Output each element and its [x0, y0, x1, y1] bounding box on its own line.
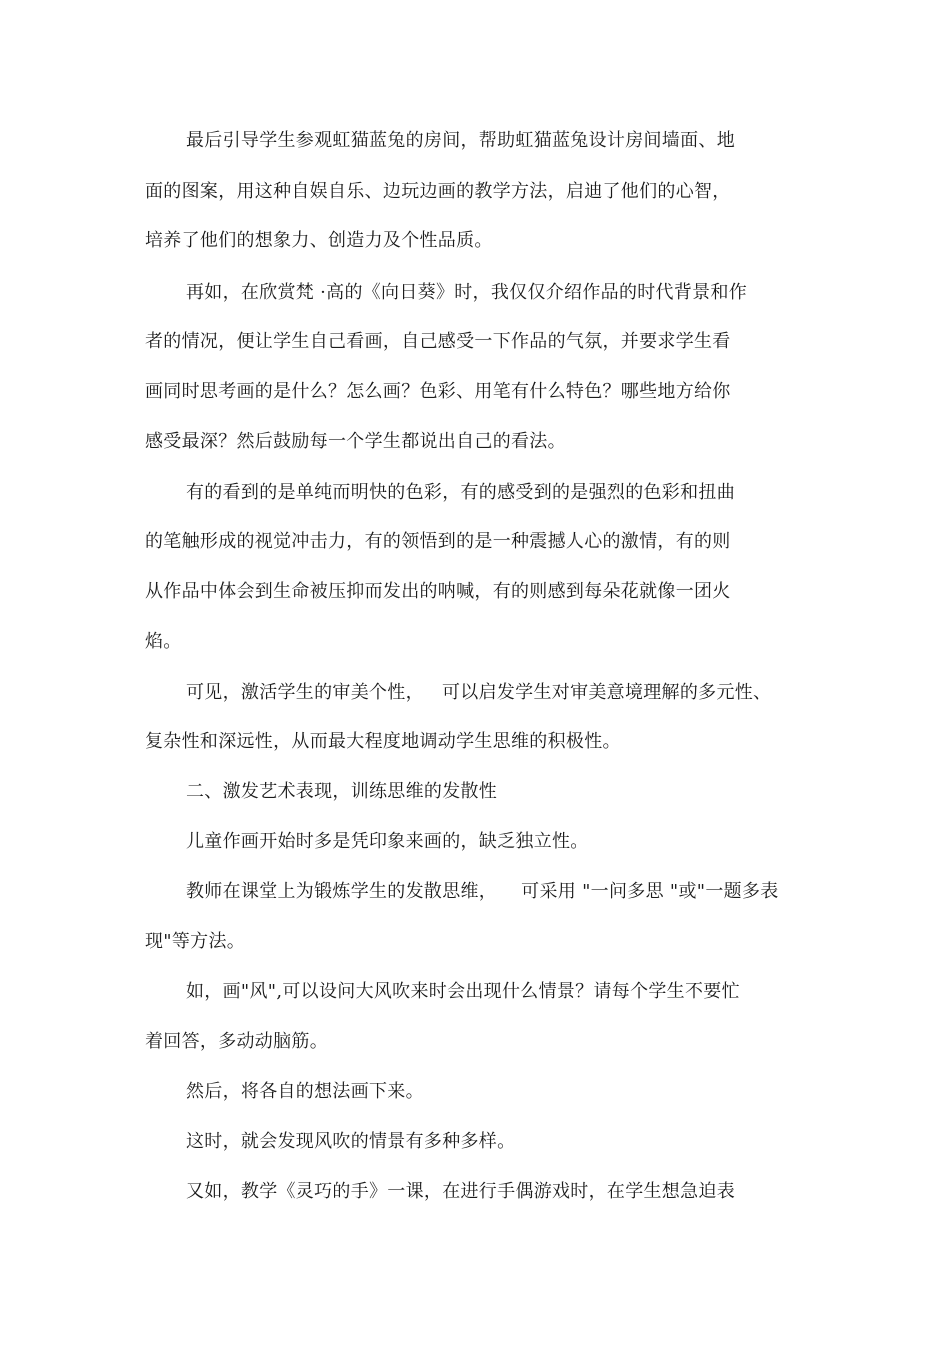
text-line: 焰。 — [145, 631, 182, 652]
text-line: 教师在课堂上为锻炼学生的发散思维， 可采用 "一问多思 "或"一题多表 — [186, 881, 779, 902]
text-line: 有的看到的是单纯而明快的色彩，有的感受到的是强烈的色彩和扭曲 — [186, 482, 735, 503]
text-line: 培养了他们的想象力、创造力及个性品质。 — [145, 230, 493, 251]
text-line: 者的情况，便让学生自己看画，自己感受一下作品的气氛，并要求学生看 — [145, 331, 731, 352]
text-line: 可见，激活学生的审美个性， 可以启发学生对审美意境理解的多元性、 — [186, 682, 772, 703]
text-line: 这时，就会发现风吹的情景有多种多样。 — [186, 1131, 516, 1152]
text-line: 复杂性和深远性，从而最大程度地调动学生思维的积极性。 — [145, 731, 621, 752]
text-line: 如，画"风",可以设问大风吹来时会出现什么情景？请每个学生不要忙 — [186, 981, 740, 1002]
text-line: 着回答，多动动脑筋。 — [145, 1031, 328, 1052]
section-heading: 二、激发艺术表现，训练思维的发散性 — [186, 781, 498, 802]
text-line: 又如，教学《灵巧的手》一课，在进行手偶游戏时，在学生想急迫表 — [186, 1181, 735, 1202]
text-line: 现"等方法。 — [145, 931, 246, 952]
text-line: 的笔触形成的视觉冲击力，有的领悟到的是一种震撼人心的激情，有的则 — [145, 531, 731, 552]
text-line: 再如，在欣赏梵 ·高的《向日葵》时，我仅仅介绍作品的时代背景和作 — [186, 282, 748, 303]
text-line: 感受最深？然后鼓励每一个学生都说出自己的看法。 — [145, 431, 566, 452]
text-line: 儿童作画开始时多是凭印象来画的，缺乏独立性。 — [186, 831, 589, 852]
text-line: 画同时思考画的是什么？怎么画？色彩、用笔有什么特色？哪些地方给你 — [145, 381, 731, 402]
text-line: 面的图案，用这种自娱自乐、边玩边画的教学方法，启迪了他们的心智， — [145, 181, 731, 202]
text-line: 从作品中体会到生命被压抑而发出的呐喊，有的则感到每朵花就像一团火 — [145, 581, 731, 602]
text-line: 最后引导学生参观虹猫蓝兔的房间，帮助虹猫蓝兔设计房间墙面、地 — [186, 130, 735, 151]
text-line: 然后，将各自的想法画下来。 — [186, 1081, 424, 1102]
